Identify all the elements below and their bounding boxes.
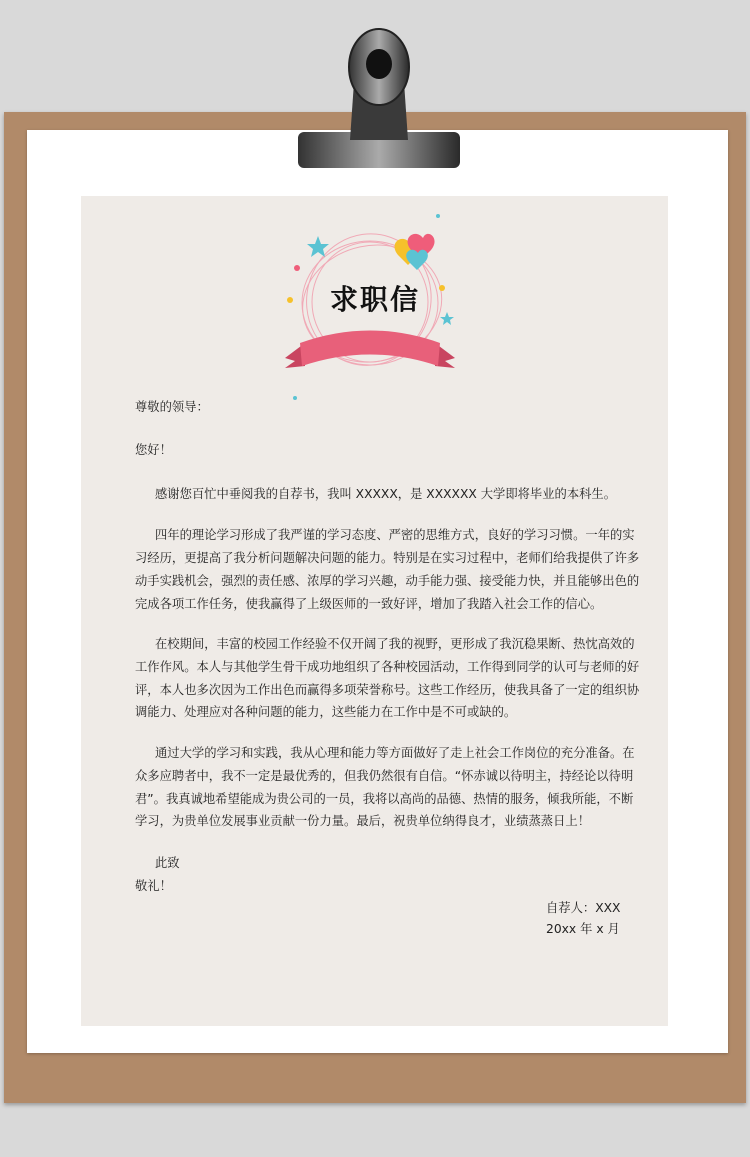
paragraph-4-line: 众多应聘者中，我不一定是最优秀的，但我仍然很有自信。“怀赤诚以待明主，持经论以待明 xyxy=(135,769,634,783)
paragraph-4-line: 通过大学的学习和实践，我从心理和能力等方面做好了走上社会工作岗位的充分准备。在 xyxy=(155,746,635,760)
salutation: 尊敬的领导： xyxy=(135,400,209,414)
paragraph-3-line: 工作作风。本人与其他学生骨干成功地组织了各种校园活动，工作得到同学的认可与老师的好 xyxy=(135,660,640,674)
paragraph-2-line: 动手实践机会，强烈的责任感、浓厚的学习兴趣，动手能力强、接受能力快，并且能够出色的 xyxy=(135,574,640,588)
paragraph-4-line: 君”。我真诚地希望能成为贵公司的一员，我将以高尚的品德、热情的服务，倾我所能，不断 xyxy=(135,792,634,806)
paragraph-3-line: 调能力、处理应对各种问题的能力，这些能力在工作中是不可或缺的。 xyxy=(135,705,517,719)
paragraph-1-line: 感谢您百忙中垂阅我的自荐书，我叫 XXXXX，是 XXXXXX 大学即将毕业的本科生。 xyxy=(155,487,617,501)
date: 20xx 年 x 月 xyxy=(546,922,620,936)
paragraph-3-line: 在校期间，丰富的校园工作经验不仅开阔了我的视野，更形成了我沉稳果断、热忱高效的 xyxy=(155,637,635,651)
letter-title: 求职信 xyxy=(329,283,420,316)
binder-clip-icon xyxy=(296,22,462,172)
greeting: 您好！ xyxy=(135,443,172,457)
paragraph-4-line: 学习，为贵单位发展事业贡献一份力量。最后，祝贵单位纳得良才，业绩蒸蒸日上！ xyxy=(135,814,590,828)
paragraph-2-line: 四年的理论学习形成了我严谨的学习态度、严密的思维方式，良好的学习习惯。一年的实 xyxy=(155,528,635,542)
signature: 自荐人：XXX xyxy=(546,901,621,915)
paragraph-2-line: 完成各项工作任务，使我赢得了上级医师的一致好评，增加了我踏入社会工作的信心。 xyxy=(135,597,603,611)
paragraph-2-line: 习经历，更提高了我分析问题解决问题的能力。特别是在实习过程中，老师们给我提供了许多 xyxy=(135,551,640,565)
paragraph-3-line: 评，本人也多次因为工作出色而赢得多项荣誉称号。这些工作经历，使我具备了一定的组织协 xyxy=(135,683,640,697)
closing-line-2: 敬礼！ xyxy=(135,879,172,893)
closing-line-1: 此致 xyxy=(155,856,180,870)
